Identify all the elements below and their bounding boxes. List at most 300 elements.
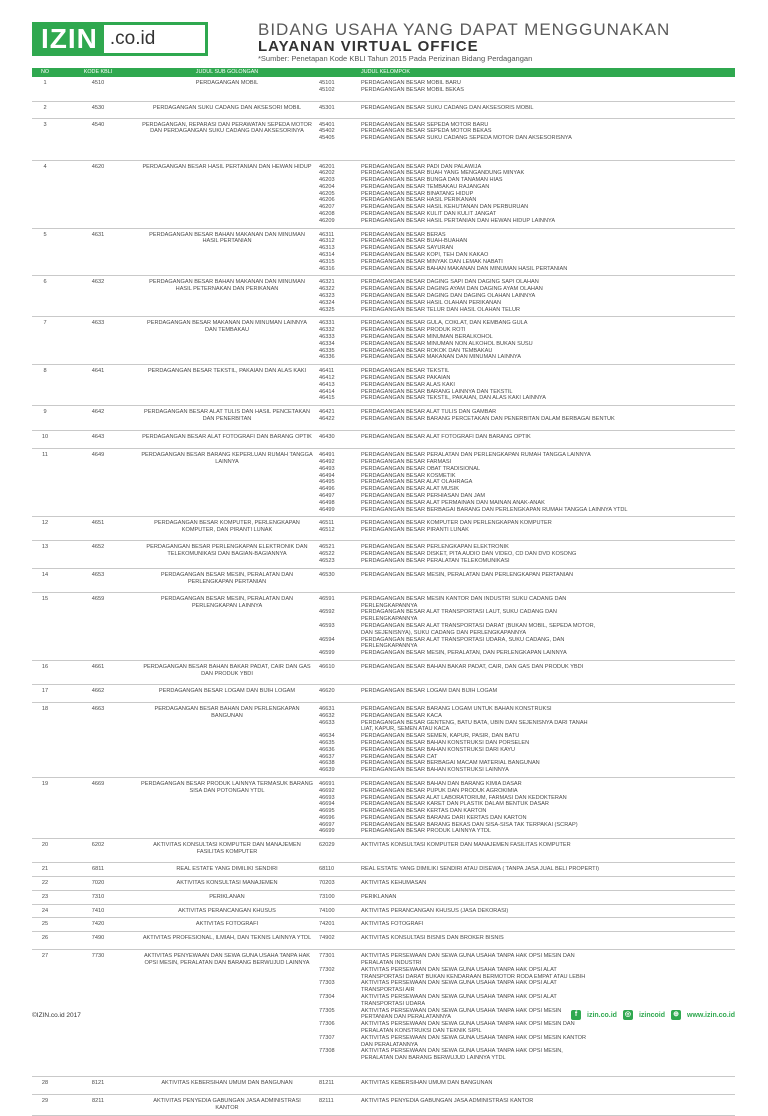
judul-kelompok: PERDAGANGAN BESAR MAKANAN DAN MINUMAN LAINNYA	[361, 354, 521, 361]
table-row	[32, 877, 735, 891]
kode-kelompok-list	[316, 365, 358, 406]
row-number: 18	[32, 702, 58, 777]
judul-kelompok-list	[358, 568, 735, 592]
kode-kelompok-list	[316, 317, 358, 365]
judul-kelompok-list	[358, 684, 735, 702]
source-note: *Sumber: Penetapan Kode KBLI Tahun 2015 Pada Perizinan Bidang Perdagangan	[258, 54, 533, 63]
judul-kelompok: PERDAGANGAN BESAR DAGING AYAM DAN DAGING AYAM OLAHAN	[361, 286, 543, 293]
judul-kelompok: PERDAGANGAN BESAR LOGAM DAN BIJIH LOGAM	[361, 687, 498, 694]
kode-kelompok-list	[316, 877, 358, 891]
table-row	[32, 777, 735, 838]
kode-kelompok-list	[316, 568, 358, 592]
kode-kelompok: 46636	[319, 746, 335, 753]
kode-kelompok: 46493	[319, 465, 335, 472]
row-number: 3	[32, 118, 58, 160]
judul-kelompok: AKTIVITAS PERSEWAAN DAN SEWA GUNA USAHA TANPA HAK OPSI MESIN DAN	[361, 953, 575, 960]
kode-kelompok	[319, 630, 355, 637]
row-number: 17	[32, 684, 58, 702]
instagram-link[interactable]: izincoid	[638, 1011, 666, 1019]
kode-kbli: 4510	[58, 77, 138, 101]
kode-kelompok: 62029	[319, 842, 335, 849]
judul-kelompok: PERDAGANGAN BESAR BAHAN DAN BARANG KIMIA DASAR	[361, 780, 522, 787]
kode-kelompok-list	[316, 1077, 358, 1095]
judul-kelompok: AKTIVITAS FOTOGRAFI	[361, 921, 424, 928]
facebook-icon[interactable]: f	[571, 1010, 581, 1020]
row-number: 8	[32, 365, 58, 406]
kode-kelompok: 46699	[319, 828, 335, 835]
table-row	[32, 932, 735, 950]
kode-kelompok: 46511	[319, 520, 335, 527]
judul-sub-golongan: AKTIVITAS KEBERSIHAN UMUM DAN BANGUNAN	[138, 1077, 316, 1095]
kode-kelompok: 46633	[319, 719, 335, 726]
judul-kelompok: PERDAGANGAN BESAR ALAT OLAHRAGA	[361, 479, 473, 486]
kode-kelompok-list	[316, 684, 358, 702]
kode-kelompok-list	[316, 592, 358, 660]
izin-logo	[32, 22, 208, 56]
kode-kelompok: 46323	[319, 293, 335, 300]
kode-kbli: 7420	[58, 918, 138, 932]
judul-kelompok: PERDAGANGAN BESAR DISKET, PITA AUDIO DAN VIDEO, CD DAN DVD KOSONG	[361, 551, 577, 558]
kode-kelompok: 46491	[319, 452, 335, 459]
kode-kelompok: 46331	[319, 320, 335, 327]
kode-kelompok: 46521	[319, 544, 335, 551]
kode-kelompok: 46208	[319, 211, 335, 218]
judul-kelompok: PERDAGANGAN BESAR SUKU CADANG SEPEDA MOTOR DAN AKSESORISNYA	[361, 135, 572, 142]
kode-kbli: 4633	[58, 317, 138, 365]
kode-kelompok: 46697	[319, 821, 335, 828]
kode-kelompok: 77306	[319, 1021, 335, 1028]
kode-kelompok: 46495	[319, 479, 335, 486]
judul-kelompok-list	[358, 904, 735, 918]
kode-kelompok: 46413	[319, 381, 335, 388]
kode-kelompok: 68110	[319, 866, 335, 873]
kode-kelompok: 46336	[319, 354, 335, 361]
kode-kbli: 7310	[58, 890, 138, 904]
kode-kelompok: 81211	[319, 1080, 335, 1087]
judul-sub-golongan: AKTIVITAS FOTOGRAFI	[138, 918, 316, 932]
globe-icon[interactable]: ⊕	[671, 1010, 681, 1020]
judul-sub-golongan: PERDAGANGAN MOBIL	[138, 77, 316, 101]
judul-kelompok: AKTIVITAS PERSEWAAN DAN SEWA GUNA USAHA TANPA HAK OPSI ALAT	[361, 966, 557, 973]
judul-sub-golongan: PERDAGANGAN BESAR LOGAM DAN BIJIH LOGAM	[138, 684, 316, 702]
kode-kbli: 7730	[58, 950, 138, 1077]
judul-kelompok: AKTIVITAS PERSEWAAN DAN SEWA GUNA USAHA TANPA HAK OPSI MESIN DAN	[361, 1021, 575, 1028]
judul-sub-golongan: AKTIVITAS PENYEWAAN DAN SEWA GUNA USAHA TANPA HAK OPSI MESIN, PERALATAN DAN BARANG BERWUJUD LAINNYA	[138, 950, 316, 1077]
kode-kelompok: 46411	[319, 368, 335, 375]
kode-kbli: 4540	[58, 118, 138, 160]
judul-kelompok: PERDAGANGAN BESAR KACA	[361, 712, 442, 719]
judul-sub-golongan: PERDAGANGAN, REPARASI DAN PERAWATAN SEPEDA MOTOR DAN PERDAGANGAN SUKU CADANG DAN AKSESORINYA	[138, 118, 316, 160]
judul-kelompok: PERDAGANGAN BESAR BAHAN MAKANAN DAN MINUMAN HASIL PERTANIAN	[361, 265, 568, 272]
judul-sub-golongan: PERDAGANGAN BESAR TEKSTIL, PAKAIAN DAN ALAS KAKI	[138, 365, 316, 406]
kode-kelompok: 74201	[319, 921, 335, 928]
kode-kelompok: 46693	[319, 794, 335, 801]
copyright-text: ©IZIN.co.id 2017	[32, 1012, 81, 1019]
judul-kelompok-list	[358, 918, 735, 932]
judul-kelompok: PERDAGANGAN BESAR BINATANG HIDUP	[361, 190, 474, 197]
judul-kelompok: PERDAGANGAN BESAR PIRANTI LUNAK	[361, 527, 469, 534]
kode-kelompok: 45401	[319, 121, 335, 128]
kode-kelompok: 46695	[319, 808, 335, 815]
judul-kelompok-list	[358, 592, 735, 660]
kode-kelompok: 46205	[319, 190, 335, 197]
judul-sub-golongan: PERDAGANGAN BESAR MESIN, PERALATAN DAN PERLENGKAPAN LAINNYA	[138, 592, 316, 660]
judul-kelompok: PERDAGANGAN BESAR TEKSTIL	[361, 368, 450, 375]
judul-kelompok: PERDAGANGAN BESAR BUAH YANG MENGANDUNG MINYAK	[361, 170, 525, 177]
kode-kelompok: 46492	[319, 459, 335, 465]
kode-kelompok: 45402	[319, 128, 335, 135]
judul-kelompok: AKTIVITAS KEBERSIHAN UMUM DAN BANGUNAN	[361, 1080, 493, 1087]
logo-main-text: IZIN	[35, 25, 104, 53]
judul-kelompok: PERDAGANGAN BESAR HASIL OLAHAN PERIKANAN	[361, 299, 501, 306]
judul-kelompok: PERDAGANGAN BESAR BARANG LAINNYA DAN TEKSTIL	[361, 388, 513, 395]
judul-kelompok: REAL ESTATE YANG DIMILIKI SENDIRI ATAU DISEWA ( TANPA JASA JUAL BELI PROPERTI)	[361, 866, 599, 873]
kode-kelompok: 46497	[319, 492, 335, 499]
kode-kelompok-list	[316, 541, 358, 568]
page-footer	[32, 1007, 735, 1022]
kode-kelompok: 46610	[319, 663, 335, 670]
judul-kelompok: AKTIVITAS PERSEWAAN DAN SEWA GUNA USAHA TANPA HAK OPSI MESIN KANTOR	[361, 1034, 587, 1041]
judul-sub-golongan: PERDAGANGAN BESAR BAHAN BAKAR PADAT, CAIR DAN GAS DAN PRODUK YBDI	[138, 660, 316, 684]
row-number: 11	[32, 449, 58, 517]
judul-kelompok-list	[358, 877, 735, 891]
judul-kelompok: PERDAGANGAN BESAR HASIL PERIKANAN	[361, 197, 477, 204]
table-row	[32, 101, 735, 118]
table-row	[32, 365, 735, 406]
judul-kelompok: AKTIVITAS PERANCANGAN KHUSUS (JASA DEKORASI)	[361, 907, 509, 914]
judul-kelompok: PERDAGANGAN BESAR GULA, COKLAT, DAN KEMBANG GULA	[361, 320, 528, 327]
kode-kelompok: 46692	[319, 787, 335, 794]
kode-kelompok: 46414	[319, 388, 335, 395]
row-number: 14	[32, 568, 58, 592]
judul-kelompok-list	[358, 702, 735, 777]
kode-kelompok-list	[316, 702, 358, 777]
judul-kelompok: PERALATAN DAN BARANG BERWUJUD LAINNYA YTDL	[361, 1055, 506, 1062]
logo-sub-text: .co.id	[104, 25, 205, 53]
kode-kbli: 4649	[58, 449, 138, 517]
kode-kelompok: 46639	[319, 767, 335, 774]
judul-kelompok: PERLENGKAPANNYA	[361, 643, 418, 650]
judul-kelompok: PERDAGANGAN BESAR BAHAN KONSTRUKSI DAN PORSELEN	[361, 739, 530, 746]
judul-kelompok: AKTIVITAS KONSULTASI BISNIS DAN BROKER BISNIS	[361, 935, 504, 942]
judul-kelompok: PERDAGANGAN BESAR MINYAK DAN LEMAK NABATI	[361, 258, 503, 265]
table-row	[32, 406, 735, 431]
table-row	[32, 702, 735, 777]
row-number: 28	[32, 1077, 58, 1095]
judul-sub-golongan: AKTIVITAS PROFESIONAL, ILMIAH, DAN TEKNIS LAINNYA YTDL	[138, 932, 316, 950]
kode-kelompok: 46412	[319, 375, 335, 382]
judul-kelompok: AKTIVITAS PERSEWAAN DAN SEWA GUNA USAHA TANPA HAK OPSI MESIN,	[361, 1048, 563, 1055]
judul-kelompok: PERDAGANGAN BESAR MOBIL BARU	[361, 80, 461, 86]
judul-kelompok: PERALATAN INDUSTRI	[361, 960, 422, 967]
kode-kelompok: 46334	[319, 340, 335, 347]
kode-kelompok: 46415	[319, 395, 335, 402]
judul-sub-golongan: PERDAGANGAN BESAR PERLENGKAPAN ELEKTRONIK DAN TELEKOMUNIKASI DAN BAGIAN-BAGIANNYA	[138, 541, 316, 568]
kode-kbli: 6811	[58, 863, 138, 877]
row-number: 4	[32, 160, 58, 228]
kode-kelompok	[319, 616, 355, 623]
row-number: 6	[32, 276, 58, 317]
row-number: 25	[32, 918, 58, 932]
judul-kelompok: PERDAGANGAN BESAR KULIT DAN KULIT JANGAT	[361, 211, 497, 218]
column-header-kode-kbli: KODE KBLI	[58, 68, 138, 77]
facebook-link[interactable]: izin.co.id	[587, 1011, 617, 1019]
kode-kelompok-list	[316, 406, 358, 431]
kode-kelompok-list	[316, 431, 358, 449]
kode-kelompok: 46209	[319, 217, 335, 224]
table-row	[32, 77, 735, 101]
judul-kelompok-list	[358, 160, 735, 228]
judul-kelompok: PERDAGANGAN BESAR PRODUK ROTI	[361, 327, 466, 334]
kode-kelompok: 45301	[319, 104, 335, 111]
judul-sub-golongan: AKTIVITAS PENYEDIA GABUNGAN JASA ADMINISTRASI KANTOR	[138, 1095, 316, 1116]
kode-kelompok: 46498	[319, 499, 335, 506]
kode-kelompok: 46592	[319, 609, 335, 616]
judul-kelompok-list	[358, 863, 735, 877]
judul-kelompok: PERDAGANGAN BESAR KOPI, TEH DAN KAKAO	[361, 252, 489, 259]
judul-kelompok: DAN SEJENISNYA), SUKU CADANG DAN PERLENGKAPANNYA	[361, 629, 527, 636]
kbli-table	[32, 68, 735, 1116]
judul-kelompok: PERDAGANGAN BESAR TELUR DAN HASIL OLAHAN TELUR	[361, 306, 521, 313]
judul-sub-golongan: PERDAGANGAN BESAR BARANG KEPERLUAN RUMAH TANGGA LAINNYA	[138, 449, 316, 517]
judul-sub-golongan: PERDAGANGAN BESAR BAHAN DAN PERLENGKAPAN BANGUNAN	[138, 702, 316, 777]
kode-kbli: 7410	[58, 904, 138, 918]
judul-kelompok: TRANSPORTASI DARAT BUKAN KENDARAAN BERMOTOR RODA EMPAT ATAU LEBIH	[361, 973, 586, 980]
judul-kelompok: PERDAGANGAN BESAR PERHIASAN DAN JAM	[361, 492, 486, 499]
row-number: 26	[32, 932, 58, 950]
kode-kelompok: 74100	[319, 907, 335, 914]
judul-kelompok: PERDAGANGAN BESAR ALAT LABORATORIUM, FARMASI DAN KEDOKTERAN	[361, 794, 567, 801]
judul-kelompok-list	[358, 777, 735, 838]
table-row	[32, 431, 735, 449]
judul-kelompok: PERDAGANGAN BESAR SEPEDA MOTOR BARU	[361, 121, 489, 128]
judul-sub-golongan: PERDAGANGAN BESAR ALAT TULIS DAN HASIL PENCETAKAN DAN PENERBITAN	[138, 406, 316, 431]
kode-kelompok: 77302	[319, 966, 335, 973]
kode-kelompok: 46634	[319, 733, 335, 740]
judul-kelompok: PERDAGANGAN BESAR HASIL KEHUTANAN DAN PERBURUAN	[361, 204, 529, 211]
row-number: 10	[32, 431, 58, 449]
kode-kbli: 4642	[58, 406, 138, 431]
judul-kelompok-list	[358, 406, 735, 431]
kode-kelompok: 46324	[319, 299, 335, 306]
judul-kelompok: PERDAGANGAN BESAR GENTENG, BATU BATA, UBIN DAN SEJENISNYA DARI TANAH	[361, 719, 588, 726]
kode-kbli: 4652	[58, 541, 138, 568]
kode-kelompok: 73100	[319, 893, 335, 900]
table-row	[32, 317, 735, 365]
judul-kelompok: DAN PERALATANNYA	[361, 1041, 418, 1048]
judul-kelompok-list	[358, 890, 735, 904]
judul-kelompok: PERDAGANGAN BESAR HASIL PERTANIAN DAN HEWAN HIDUP LAINNYA	[361, 217, 556, 224]
column-header-no: NO	[32, 68, 58, 77]
kode-kelompok	[319, 726, 355, 733]
row-number: 13	[32, 541, 58, 568]
judul-kelompok: PERDAGANGAN BESAR PERLENGKAPAN ELEKTRONIK	[361, 544, 509, 551]
kode-kelompok: 46430	[319, 434, 335, 441]
table-row	[32, 660, 735, 684]
row-number: 1	[32, 77, 58, 101]
judul-kelompok-list	[358, 317, 735, 365]
judul-kelompok: PERDAGANGAN BESAR ALAS KAKI	[361, 381, 455, 388]
column-header-judul-kelompok: JUDUL KELOMPOK	[358, 68, 735, 77]
kode-kelompok-list	[316, 932, 358, 950]
judul-kelompok: LIAT, KAPUR, SEMEN ATAU KACA	[361, 726, 450, 733]
judul-kelompok-list	[358, 228, 735, 276]
kode-kelompok: 46202	[319, 170, 335, 177]
table-row	[32, 517, 735, 541]
table-row	[32, 228, 735, 276]
judul-sub-golongan: PERDAGANGAN BESAR HASIL PERTANIAN DAN HEWAN HIDUP	[138, 160, 316, 228]
judul-kelompok: PERDAGANGAN BESAR PERALATAN TELEKOMUNIKASI	[361, 557, 510, 564]
judul-kelompok-list	[358, 276, 735, 317]
table-row	[32, 276, 735, 317]
kode-kbli: 4631	[58, 228, 138, 276]
judul-kelompok: PERDAGANGAN BESAR SUKU CADANG DAN AKSESORIS MOBIL	[361, 104, 534, 111]
judul-kelompok: PERDAGANGAN BESAR BARANG BEKAS DAN SISA-SISA TAK TERPAKAI (SCRAP)	[361, 821, 578, 828]
judul-sub-golongan: REAL ESTATE YANG DIMILIKI SENDIRI	[138, 863, 316, 877]
table-row	[32, 904, 735, 918]
table-row	[32, 684, 735, 702]
row-number: 20	[32, 839, 58, 863]
kode-kelompok: 46530	[319, 571, 335, 578]
table-row	[32, 541, 735, 568]
judul-kelompok: PERDAGANGAN BESAR TEKSTIL, PAKAIAN, DAN ALAS KAKI LAINNYA	[361, 395, 546, 402]
kode-kelompok: 46494	[319, 472, 335, 479]
judul-sub-golongan: PERDAGANGAN BESAR PRODUK LAINNYA TERMASUK BARANG SISA DAN POTONGAN YTDL	[138, 777, 316, 838]
judul-kelompok-list	[358, 932, 735, 950]
kode-kelompok	[319, 643, 355, 650]
kode-kelompok: 46696	[319, 814, 335, 821]
judul-kelompok: PERDAGANGAN BESAR KOMPUTER DAN PERLENGKAPAN KOMPUTER	[361, 520, 552, 527]
kode-kelompok: 46522	[319, 551, 335, 558]
judul-sub-golongan: PERDAGANGAN BESAR KOMPUTER, PERLENGKAPAN KOMPUTER, DAN PIRANTI LUNAK	[138, 517, 316, 541]
judul-kelompok: PERDAGANGAN BESAR BERBAGAI MACAM MATERIAL BANGUNAN	[361, 760, 540, 767]
judul-sub-golongan: AKTIVITAS PERANCANGAN KHUSUS	[138, 904, 316, 918]
row-number: 23	[32, 890, 58, 904]
kode-kelompok-list	[316, 517, 358, 541]
kode-kbli: 6202	[58, 839, 138, 863]
judul-kelompok: PERDAGANGAN BESAR KOSMETIK	[361, 472, 456, 479]
kode-kelompok: 46631	[319, 705, 335, 712]
kode-kelompok: 46591	[319, 595, 335, 602]
kode-kbli: 7020	[58, 877, 138, 891]
website-link[interactable]: www.izin.co.id	[687, 1011, 735, 1019]
judul-kelompok: AKTIVITAS PERSEWAAN DAN SEWA GUNA USAHA TANPA HAK OPSI ALAT	[361, 980, 557, 987]
judul-kelompok: PERDAGANGAN BESAR KERTAS DAN KARTON	[361, 808, 487, 815]
table-row	[32, 1077, 735, 1095]
judul-kelompok: PERDAGANGAN BESAR PAKAIAN	[361, 375, 451, 382]
kode-kelompok: 82111	[319, 1098, 334, 1105]
kode-kelompok-list	[316, 918, 358, 932]
judul-kelompok: AKTIVITAS KEHUMASAN	[361, 880, 427, 887]
judul-kelompok: PERDAGANGAN BESAR MOBIL BEKAS	[361, 86, 464, 93]
judul-kelompok: PERDAGANGAN BESAR DAGING SAPI DAN DAGING SAPI OLAHAN	[361, 279, 539, 286]
kode-kelompok: 46311	[319, 231, 335, 238]
kode-kbli: 4643	[58, 431, 138, 449]
row-number: 22	[32, 877, 58, 891]
judul-kelompok: PERDAGANGAN BESAR ALAT FOTOGRAFI DAN BARANG OPTIK	[361, 434, 531, 441]
kode-kelompok	[319, 1001, 355, 1008]
judul-kelompok: PERDAGANGAN BESAR TEMBAKAU RAJANGAN	[361, 183, 490, 190]
judul-kelompok: PERDAGANGAN BESAR ALAT TRANSPORTASI DARAT (BUKAN MOBIL, SEPEDA MOTOR,	[361, 622, 596, 629]
judul-kelompok: PERDAGANGAN BESAR PRODUK LAINNYA YTDL	[361, 828, 492, 835]
judul-kelompok: PERDAGANGAN BESAR ALAT TULIS DAN GAMBAR	[361, 409, 497, 416]
judul-sub-golongan: PERDAGANGAN SUKU CADANG DAN AKSESORI MOBIL	[138, 101, 316, 118]
judul-sub-golongan: AKTIVITAS KONSULTASI MANAJEMEN	[138, 877, 316, 891]
kode-kelompok: 46421	[319, 409, 335, 416]
judul-kelompok-list	[358, 365, 735, 406]
judul-kelompok: PERDAGANGAN BESAR BARANG LOGAM UNTUK BAHAN KONSTRUKSI	[361, 705, 552, 712]
judul-kelompok: PERDAGANGAN BESAR BARANG PERCETAKAN DAN PENERBITAN DALAM BERBAGAI BENTUK	[361, 416, 615, 422]
kode-kelompok-list	[316, 660, 358, 684]
kode-kelompok-list	[316, 276, 358, 317]
judul-kelompok: PERDAGANGAN BESAR MESIN KANTOR DAN INDUSTRI SUKU CADANG DAN	[361, 595, 567, 602]
judul-kelompok: PERDAGANGAN BESAR CAT	[361, 753, 438, 760]
row-number: 24	[32, 904, 58, 918]
table-row	[32, 592, 735, 660]
kode-kelompok: 77305	[319, 1007, 335, 1014]
kode-kelompok: 46313	[319, 245, 335, 252]
judul-kelompok: AKTIVITAS PENYEDIA GABUNGAN JASA ADMINISTRASI KANTOR	[361, 1098, 534, 1105]
judul-kelompok: TRANSPORTASI UDARA	[361, 1000, 426, 1007]
kode-kelompok: 77303	[319, 980, 335, 987]
judul-sub-golongan: PERDAGANGAN BESAR BAHAN MAKANAN DAN MINUMAN HASIL PETERNAKAN DAN PERIKANAN	[138, 276, 316, 317]
table-row	[32, 918, 735, 932]
kode-kelompok: 46523	[319, 557, 335, 564]
judul-kelompok: PERDAGANGAN BESAR ALAT MUSIK	[361, 486, 460, 493]
kode-kelompok: 77308	[319, 1048, 335, 1055]
row-number: 19	[32, 777, 58, 838]
judul-sub-golongan: PERDAGANGAN BESAR ALAT FOTOGRAFI DAN BARANG OPTIK	[138, 431, 316, 449]
row-number: 12	[32, 517, 58, 541]
judul-kelompok: PERLENGKAPANNYA	[361, 602, 418, 609]
kode-kelompok: 46332	[319, 327, 335, 334]
row-number: 7	[32, 317, 58, 365]
judul-sub-golongan: PERDAGANGAN BESAR BAHAN MAKANAN DAN MINUMAN HASIL PERTANIAN	[138, 228, 316, 276]
judul-kelompok-list	[358, 541, 735, 568]
table-row	[32, 890, 735, 904]
row-number: 2	[32, 101, 58, 118]
kode-kelompok: 46325	[319, 306, 335, 313]
instagram-icon[interactable]: ◎	[624, 1011, 632, 1018]
judul-kelompok: AKTIVITAS PERSEWAAN DAN SEWA GUNA USAHA TANPA HAK OPSI MESIN	[361, 1007, 562, 1014]
judul-kelompok: PERDAGANGAN BESAR ALAT TRANSPORTASI LAUT, SUKU CADANG DAN	[361, 609, 557, 616]
kode-kbli: 4530	[58, 101, 138, 118]
kode-kelompok: 46206	[319, 197, 335, 204]
kode-kelompok: 45101	[319, 80, 335, 86]
kode-kelompok: 46312	[319, 238, 335, 245]
judul-kelompok: PERDAGANGAN BESAR MESIN, PERALATAN DAN PERLENGKAPAN PERTANIAN	[361, 571, 574, 578]
judul-kelompok: PERDAGANGAN BESAR BAHAN BAKAR PADAT, CAIR, DAN GAS DAN PRODUK YBDI	[361, 663, 584, 670]
kode-kelompok: 46321	[319, 279, 335, 286]
kode-kelompok: 70203	[319, 880, 335, 887]
kode-kelompok: 46335	[319, 347, 335, 354]
judul-kelompok: PERDAGANGAN BESAR ALAT TRANSPORTASI UDARA, SUKU CADANG, DAN	[361, 636, 565, 643]
row-number: 21	[32, 863, 58, 877]
kode-kelompok	[319, 1028, 355, 1035]
table-row	[32, 568, 735, 592]
row-number: 15	[32, 592, 58, 660]
judul-kelompok-list	[358, 449, 735, 517]
judul-kelompok: PERDAGANGAN BESAR BAHAN KONSTRUKSI DARI KAYU	[361, 746, 516, 753]
kode-kelompok: 46314	[319, 252, 335, 259]
kode-kelompok: 46201	[319, 163, 335, 170]
judul-kelompok-list	[358, 660, 735, 684]
kode-kelompok: 46204	[319, 183, 335, 190]
kode-kbli: 8211	[58, 1095, 138, 1116]
judul-kelompok: PERDAGANGAN BESAR FARMASI	[361, 459, 452, 465]
kode-kelompok-list	[316, 449, 358, 517]
judul-kelompok-list	[358, 431, 735, 449]
